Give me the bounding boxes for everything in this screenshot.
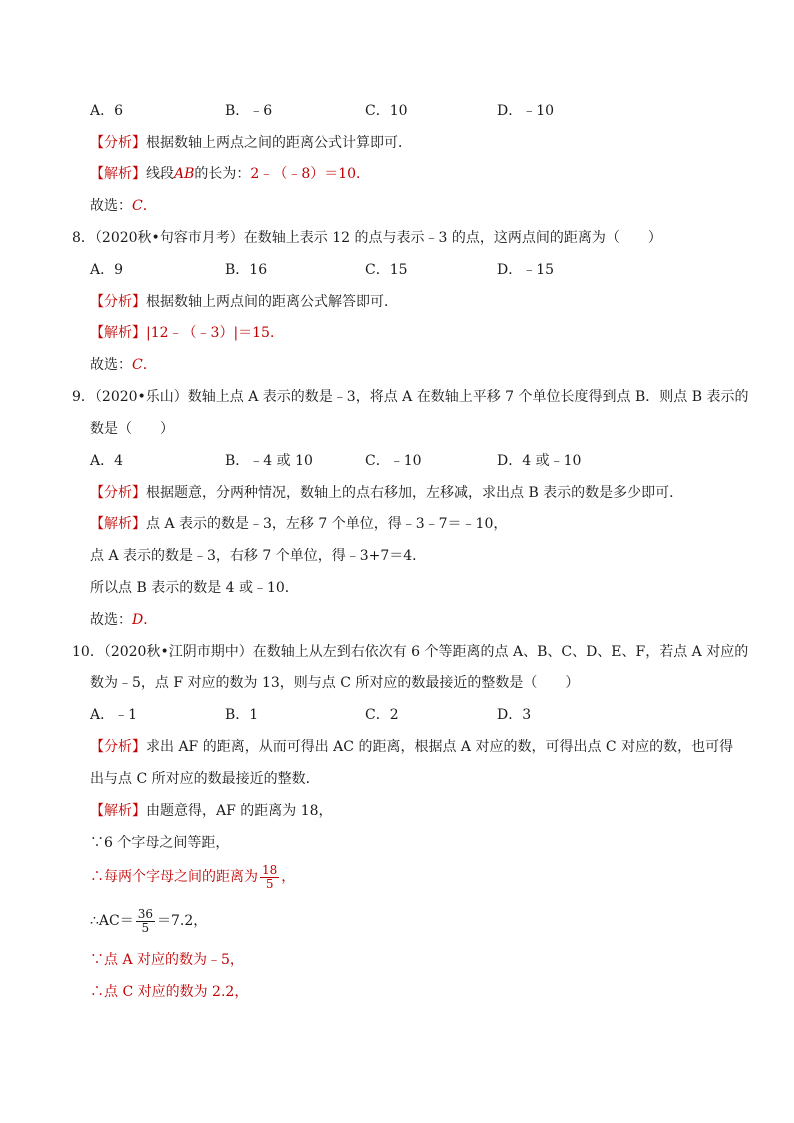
q10-step2 [90,860,295,894]
fraction-denominator: 5 [265,876,274,891]
q8-answer-end: ． [142,357,157,373]
q8-answer-letter: C [132,357,143,373]
q10-stem-line1: 10．（2020秋•江阴市期中）在数轴上从左到右依次有 6 个等距离的点 A、B、C、D、E、F，若点 A 对应的 [72,644,749,660]
q7-solution [90,164,370,184]
q10-step3-pre: ∴AC＝ [90,913,134,929]
q9-stem-line2: 数是（ ） [90,421,174,437]
q7-solution-var: AB [174,166,195,182]
q8-analysis [90,292,398,312]
q7-solution-mid: 的长为： [194,166,251,182]
q8-option-a: A．9 [90,262,124,278]
q10-step2-end: ， [281,869,296,885]
q10-analysis-text1: 求出 AF 的距离，从而可得出 AC 的距离，根据点 A 对应的数，可得出点 C 对应的数，也可得 [146,739,734,755]
q7-answer [90,196,157,216]
q10-step5: ∴点 C 对应的数为 2.2， [90,984,249,1000]
fraction-numerator: 18 [262,862,278,877]
q7-option-d: D．﹣10 [497,103,555,119]
q7-option-a: A．6 [90,103,124,119]
q9-stem-line1: 9．（2020•乐山）数轴上点 A 表示的数是﹣3，将点 A 在数轴上平移 7 个单位长度得到点 B．则点 B 表示的 [72,389,749,405]
q8-option-b: B．16 [225,262,268,278]
q7-solution-expr: 2﹣（﹣8）＝10． [250,166,371,182]
q7-analysis [90,133,412,153]
q7-analysis-text: 根据数轴上两点之间的距离公式计算即可． [146,135,412,151]
solution-tag: 【解析】 [90,516,146,532]
q9-answer-end: ． [143,612,158,628]
q10-option-a: A．﹣1 [90,707,138,723]
q8-answer [90,355,157,375]
q10-analysis-line1 [90,737,733,757]
q8-answer-pre: 故选： [90,357,132,373]
q9-option-c: C．﹣10 [365,453,422,469]
q7-solution-pre: 线段 [146,166,174,182]
fraction-denominator: 5 [141,920,150,935]
q8-option-d: D．﹣15 [497,262,555,278]
q7-option-c: C．10 [365,103,408,119]
q10-option-d: D．3 [497,707,532,723]
q10-analysis-line2: 出与点 C 所对应的数最接近的整数． [90,771,320,787]
q10-option-b: B．1 [225,707,259,723]
q10-step4: ∵点 A 对应的数为﹣5， [90,952,244,968]
q10-options [90,705,710,725]
q9-solution-line2: 点 A 表示的数是﹣3，右移 7 个单位，得﹣3+7＝4． [90,548,427,564]
q7-answer-pre: 故选： [90,198,132,214]
analysis-tag: 【分析】 [90,294,146,310]
q7-answer-end: ． [142,198,157,214]
q9-analysis [90,483,683,503]
q7-options [90,101,710,121]
solution-tag: 【解析】 [90,166,146,182]
q9-options [90,451,710,471]
analysis-tag: 【分析】 [90,739,146,755]
q8-solution [90,323,284,343]
solution-tag: 【解析】 [90,803,146,819]
analysis-tag: 【分析】 [90,135,146,151]
q10-step2-pre: ∴每两个字母之间的距离为 [90,869,258,885]
q8-analysis-text: 根据数轴上两点间的距离公式解答即可． [146,294,398,310]
q9-solution-line1 [90,514,507,534]
q10-option-c: C．2 [365,707,399,723]
q10-step2-fraction [260,864,279,891]
q9-solution-line3: 所以点 B 表示的数是 4 或﹣10． [90,580,299,596]
q10-solution-text1: 由题意得，AF 的距离为 18， [146,803,333,819]
q9-answer [90,610,157,630]
q8-solution-expr: |12﹣（﹣3）|＝15． [146,325,284,341]
q9-option-a: A．4 [90,453,124,469]
q10-step3-end: ＝7.2， [157,913,208,929]
q10-stem-line2: 数为﹣5，点 F 对应的数为 13，则与点 C 所对应的数最接近的整数是（ ） [90,675,580,691]
q9-option-b: B．﹣4 或 10 [225,453,313,469]
q10-step3 [90,904,207,938]
q9-analysis-text: 根据题意，分两种情况，数轴上的点右移加，左移减，求出点 B 表示的数是多少即可． [146,485,684,501]
q9-answer-letter: D [132,612,144,628]
q8-option-c: C．15 [365,262,408,278]
analysis-tag: 【分析】 [90,485,146,501]
q9-answer-pre: 故选： [90,612,132,628]
q7-answer-letter: C [132,198,143,214]
q7-option-b: B．﹣6 [225,103,273,119]
q8-options [90,260,710,280]
q10-step1: ∵6 个字母之间等距， [90,835,230,851]
q8-stem: 8．（2020秋•句容市月考）在数轴上表示 12 的点与表示﹣3 的点，这两点间的距离为（ ） [72,230,662,246]
solution-tag: 【解析】 [90,325,146,341]
q9-option-d: D．4 或﹣10 [497,453,582,469]
q10-step3-fraction [136,908,155,935]
fraction-numerator: 36 [137,906,154,921]
q10-solution-line1 [90,801,333,821]
q9-solution-text1: 点 A 表示的数是﹣3，左移 7 个单位，得﹣3﹣7＝﹣10， [146,516,508,532]
